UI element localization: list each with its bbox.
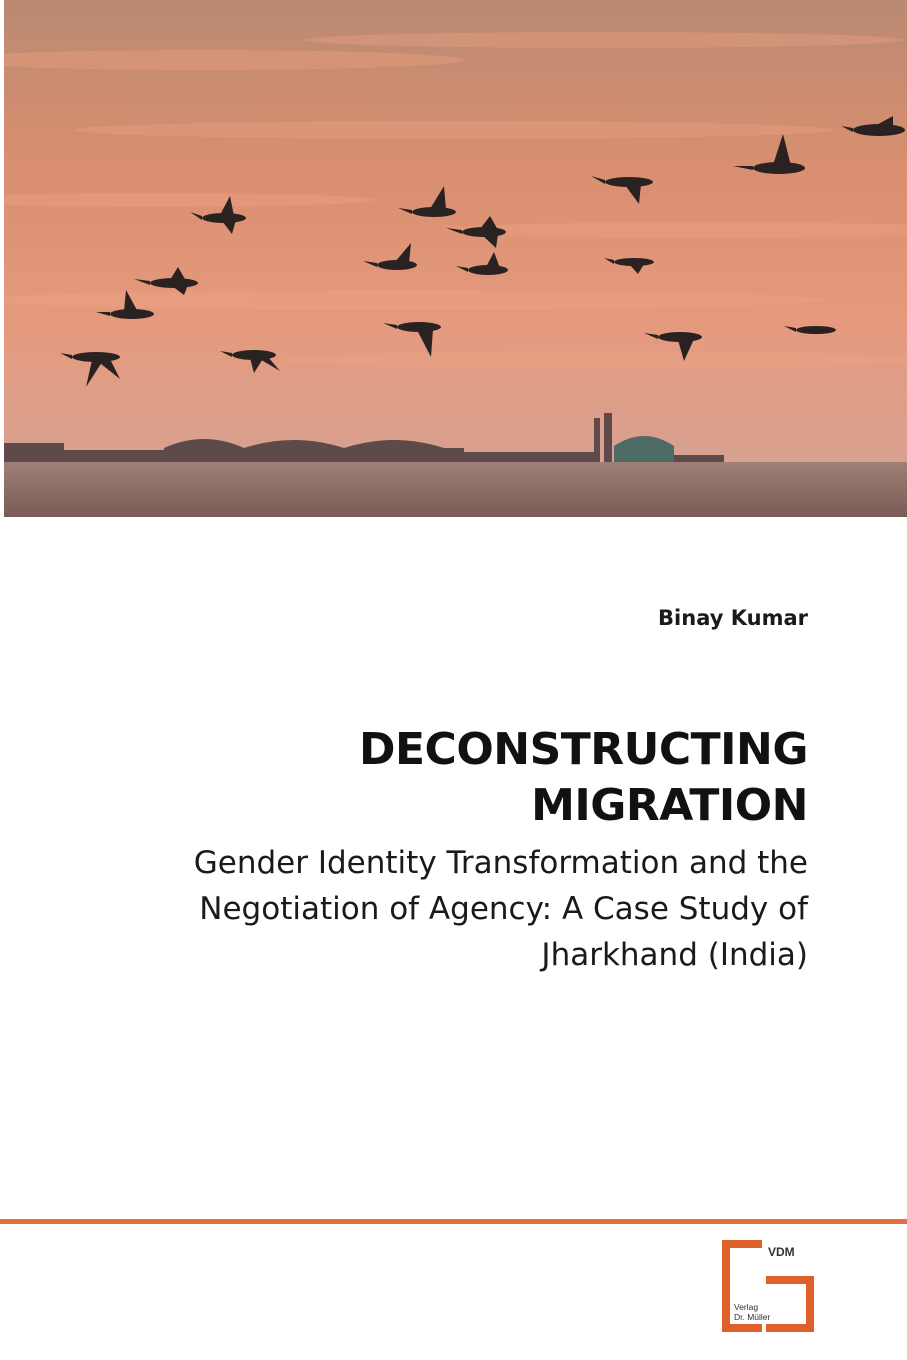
cover-photo-geese-sunset xyxy=(4,0,907,517)
publisher-logo-subline: Verlag xyxy=(734,1302,759,1312)
accent-divider xyxy=(0,1219,907,1224)
subtitle-line: Gender Identity Transformation and the xyxy=(193,845,808,881)
publisher-logo-text: VDM xyxy=(768,1245,795,1259)
book-title-line: DECONSTRUCTING xyxy=(358,724,808,775)
subtitle-line: Jharkhand (India) xyxy=(541,937,808,973)
publisher-logo-subline: Dr. Müller xyxy=(734,1312,771,1322)
publisher-logo xyxy=(722,1240,814,1332)
title-block xyxy=(88,722,808,978)
book-subtitle xyxy=(88,840,808,978)
subtitle-line: Negotiation of Agency: A Case Study of xyxy=(199,891,808,927)
book-title-line: MIGRATION xyxy=(531,780,808,831)
author-name: Binay Kumar xyxy=(658,606,808,630)
publisher-logo-subtext xyxy=(734,1302,770,1322)
water xyxy=(4,462,907,517)
